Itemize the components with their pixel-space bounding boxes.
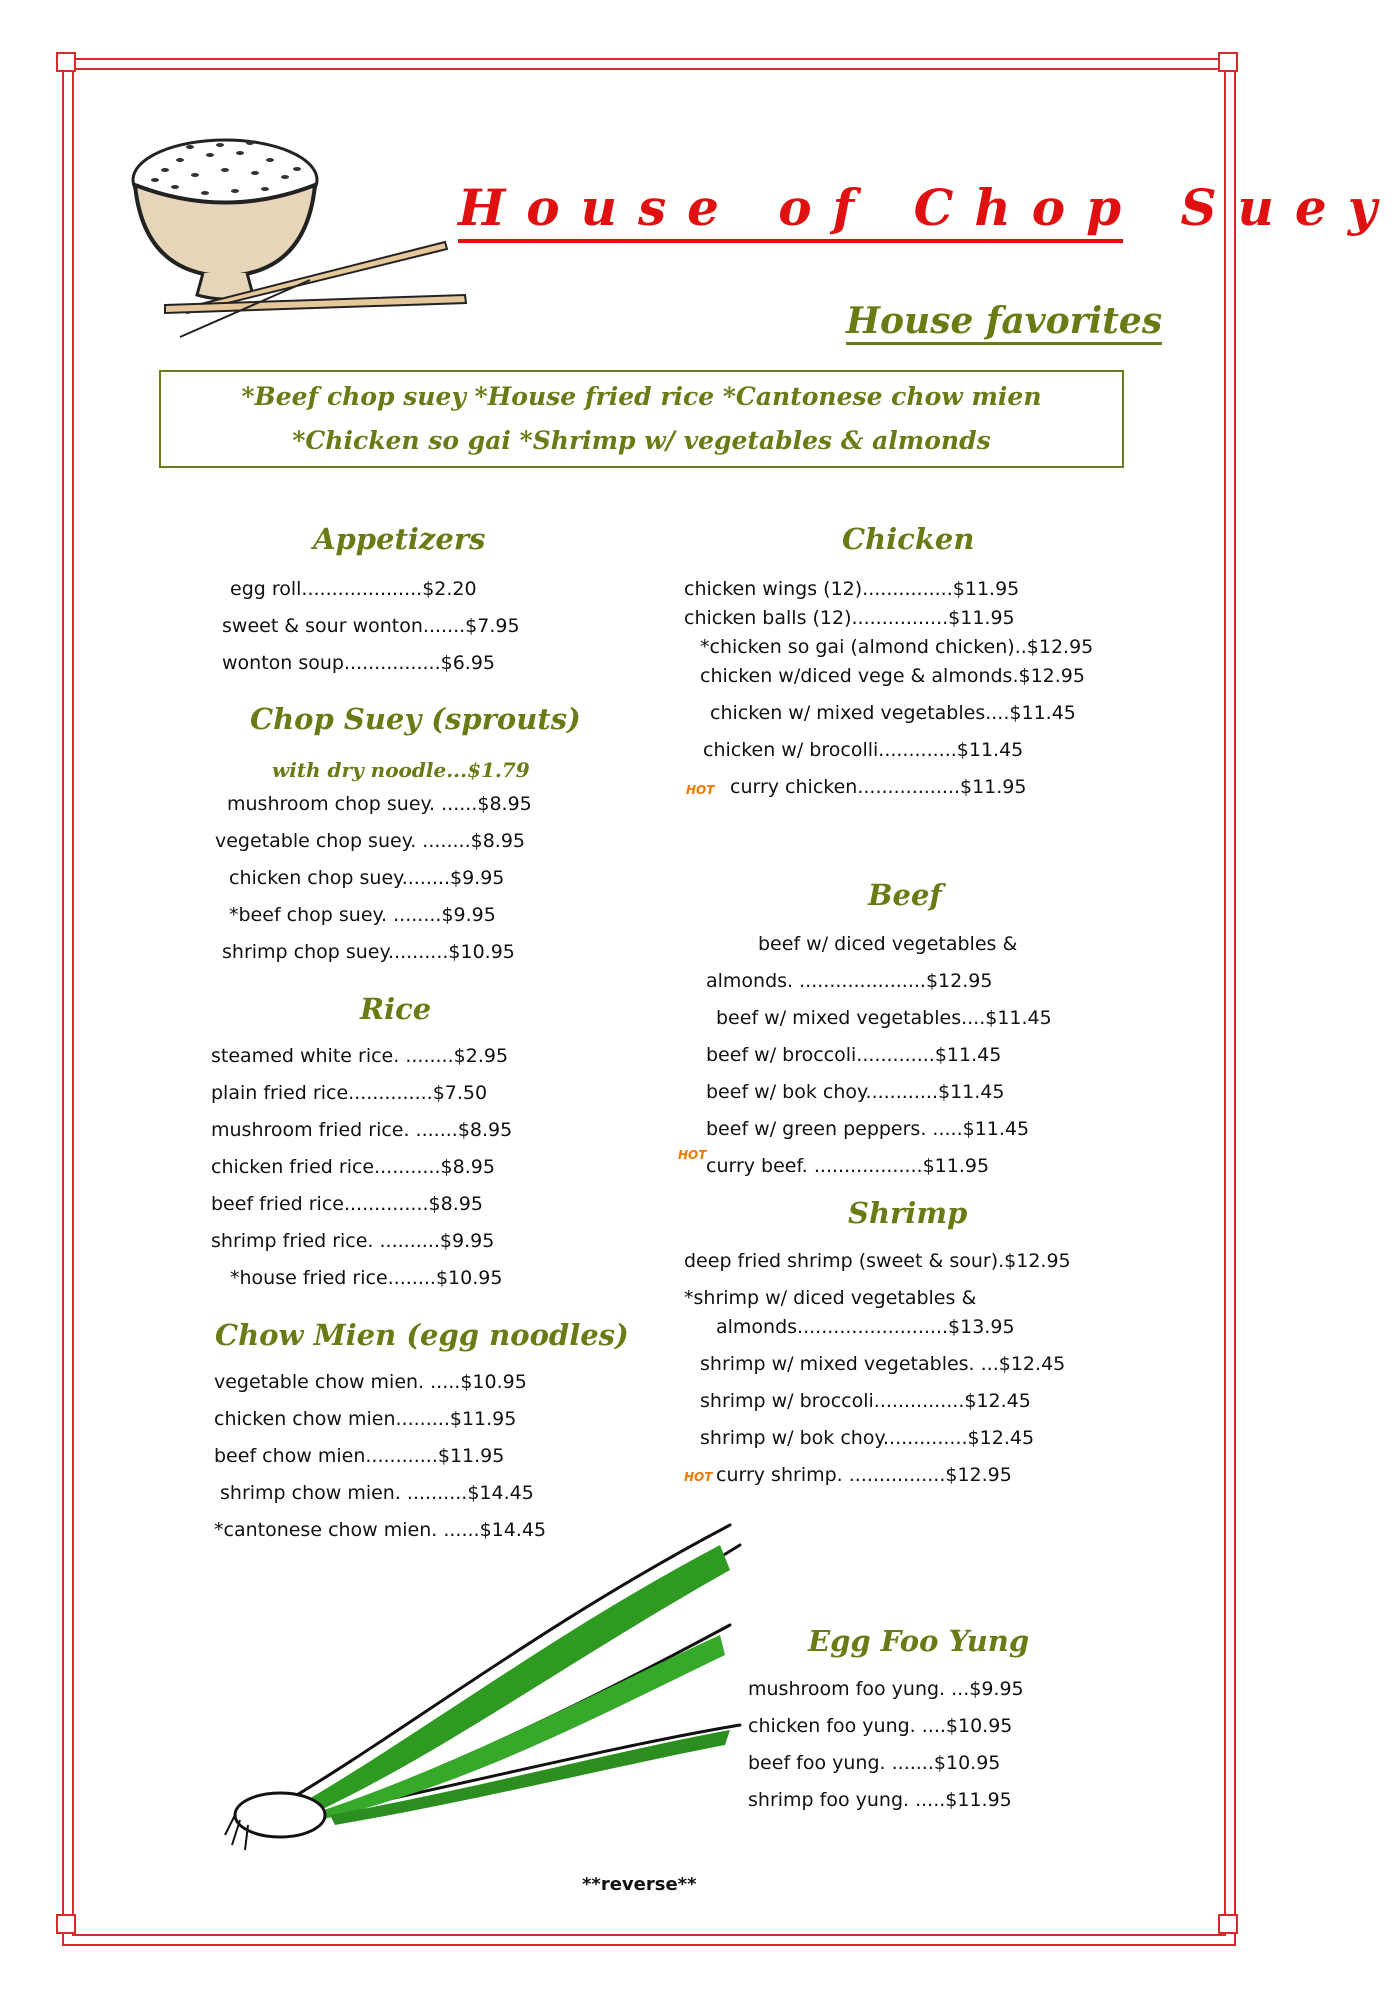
menu-item: sweet & sour wonton.......$7.95 [222,615,520,637]
menu-item: shrimp w/ broccoli...............$12.45 [700,1390,1031,1412]
menu-item: shrimp w/ mixed vegetables. ...$12.45 [700,1353,1066,1375]
menu-item: wonton soup................$6.95 [222,652,496,674]
menu-item: mushroom chop suey. ......$8.95 [227,793,532,815]
menu-item: beef fried rice..............$8.95 [211,1193,483,1215]
menu-item: beef w/ bok choy............$11.45 [706,1081,1005,1103]
menu-item: chicken w/ brocolli.............$11.45 [703,739,1024,761]
section-title-egg-foo-yung: Egg Foo Yung [808,1624,1030,1658]
menu-item: plain fried rice..............$7.50 [211,1082,488,1104]
menu-item: *beef chop suey. ........$9.95 [229,904,496,926]
section-title-beef: Beef [868,878,942,912]
menu-item: chicken wings (12)...............$11.95 [684,578,1020,600]
menu-item: shrimp w/ bok choy..............$12.45 [700,1427,1035,1449]
menu-item: *shrimp w/ diced vegetables & [684,1287,977,1309]
menu-item: deep fried shrimp (sweet & sour).$12.95 [684,1250,1071,1272]
menu-item: beef w/ green peppers. .....$11.45 [706,1118,1030,1140]
restaurant-title: House of Chop Suey [458,178,1123,243]
menu-item: shrimp foo yung. .....$11.95 [748,1789,1012,1811]
section-title-rice: Rice [360,992,432,1026]
section-title-chicken: Chicken [842,522,975,556]
menu-item: mushroom foo yung. ...$9.95 [748,1678,1024,1700]
menu-item: chicken balls (12)................$11.95 [684,607,1015,629]
section-title-appetizers: Appetizers [313,522,486,556]
chop-suey-note: with dry noodle...$1.79 [272,758,530,782]
corner-ornament [56,1914,76,1934]
menu-item: shrimp chow mien. ..........$14.45 [220,1482,534,1504]
menu-item: *cantonese chow mien. ......$14.45 [214,1519,547,1541]
hot-label: HOT [686,783,715,797]
menu-item: almonds.........................$13.95 [716,1316,1015,1338]
favorites-text: *Beef chop suey *House fried rice *Cantonese chow mien *Chicken so gai *Shrimp w/ vegetables & almonds [241,382,1042,455]
section-title-chow-mien: Chow Mien (egg noodles) [215,1318,629,1352]
reverse-note: **reverse** [582,1874,697,1895]
menu-item: shrimp chop suey..........$10.95 [222,941,515,963]
menu-item: *chicken so gai (almond chicken)..$12.95 [700,636,1094,658]
rice-bowl-icon [125,125,475,350]
menu-item: vegetable chow mien. .....$10.95 [214,1371,527,1393]
hot-label: HOT [678,1148,707,1162]
menu-item: beef w/ mixed vegetables....$11.45 [716,1007,1052,1029]
menu-item: egg roll....................$2.20 [230,578,477,600]
menu-item: vegetable chop suey. ........$8.95 [215,830,526,852]
menu-item: almonds. .....................$12.95 [706,970,993,992]
corner-ornament [1218,52,1238,72]
menu-item: mushroom fried rice. .......$8.95 [211,1119,513,1141]
menu-item: chicken chop suey........$9.95 [229,867,505,889]
menu-item: beef foo yung. .......$10.95 [748,1752,1001,1774]
section-title-shrimp: Shrimp [848,1196,968,1230]
menu-item: beef w/ diced vegetables & [758,933,1018,955]
favorites-heading: House favorites [846,300,1162,345]
menu-item: chicken foo yung. ....$10.95 [748,1715,1013,1737]
menu-item: steamed white rice. ........$2.95 [211,1045,509,1067]
menu-item: curry shrimp. ................$12.95 [716,1464,1012,1486]
menu-item: chicken fried rice...........$8.95 [211,1156,495,1178]
corner-ornament [1218,1914,1238,1934]
menu-item: curry chicken.................$11.95 [730,776,1027,798]
menu-item: beef chow mien............$11.95 [214,1445,505,1467]
menu-item: chicken w/diced vege & almonds.$12.95 [700,665,1085,687]
green-onion-icon [220,1515,765,1860]
menu-item: shrimp fried rice. ..........$9.95 [211,1230,495,1252]
menu-item: curry beef. ..................$11.95 [706,1155,990,1177]
hot-label: HOT [684,1470,713,1484]
section-title-chop-suey: Chop Suey (sprouts) [250,702,581,736]
favorites-box [159,370,1124,468]
menu-item: beef w/ broccoli.............$11.45 [706,1044,1002,1066]
corner-ornament [56,52,76,72]
menu-item: chicken w/ mixed vegetables....$11.45 [710,702,1076,724]
menu-item: *house fried rice........$10.95 [230,1267,503,1289]
menu-item: chicken chow mien.........$11.95 [214,1408,517,1430]
